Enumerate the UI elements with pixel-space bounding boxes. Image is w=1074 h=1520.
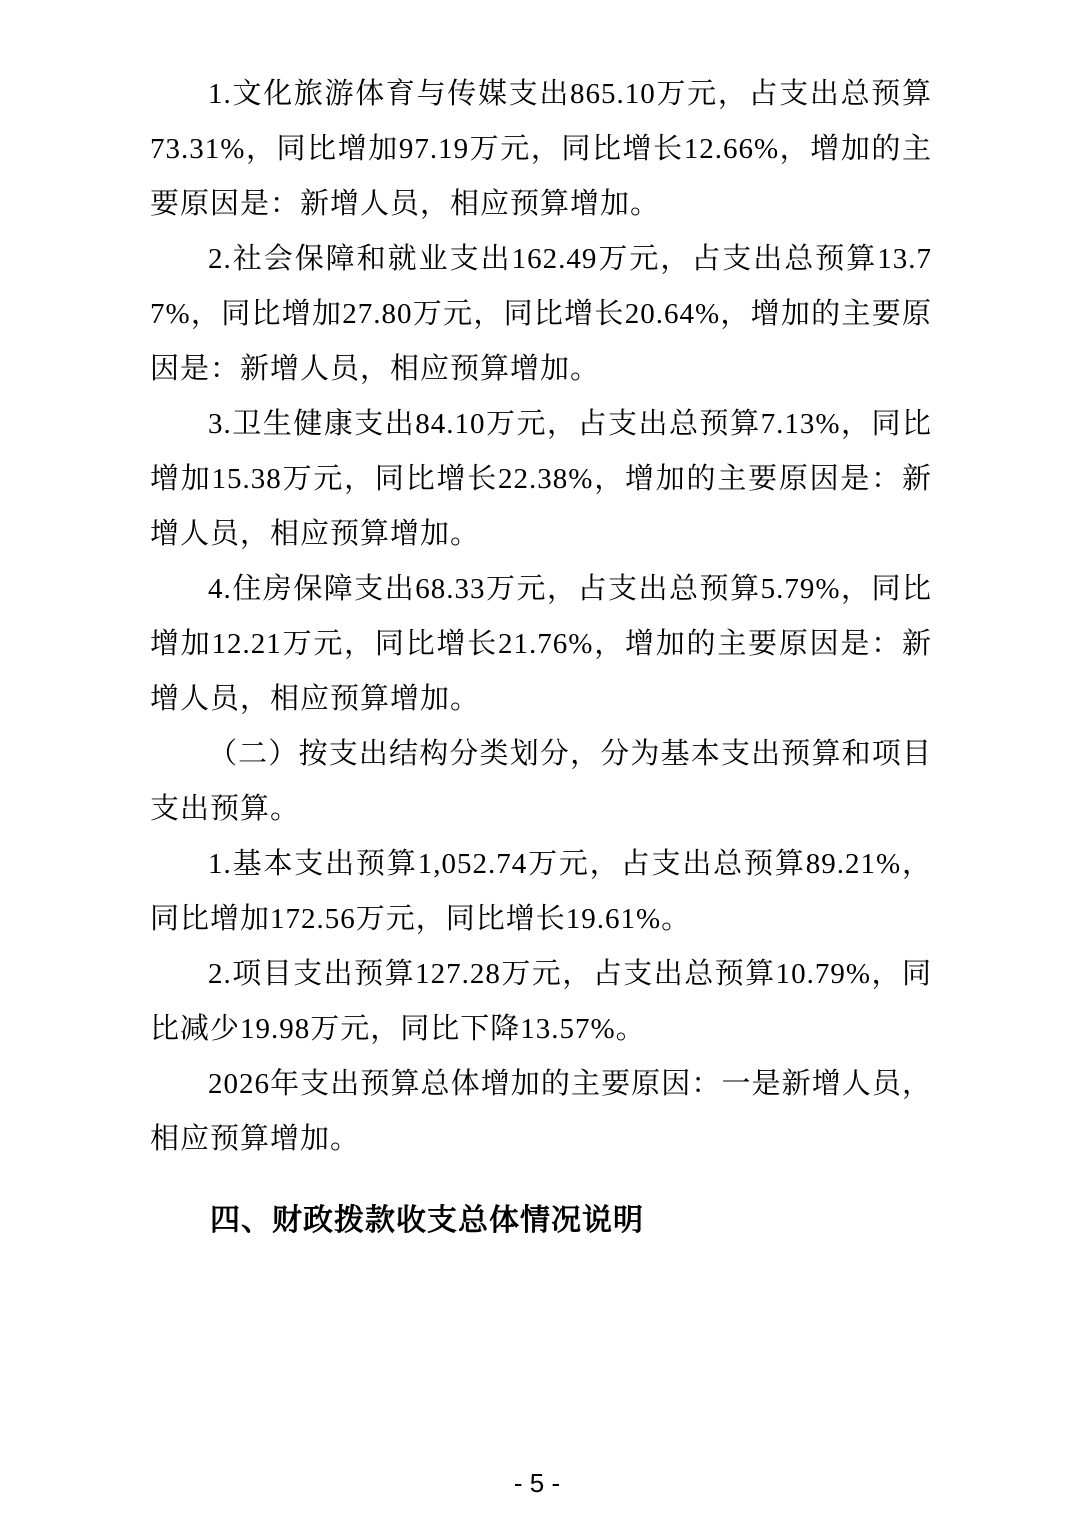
expenditure-structure-intro-paragraph: （二）按支出结构分类划分，分为基本支出预算和项目支出预算。 xyxy=(150,738,932,825)
overall-increase-reason-paragraph: 2026年支出预算总体增加的主要原因：一是新增人员，相应预算增加。 xyxy=(150,1068,932,1155)
expenditure-item-health-paragraph: 3.卫生健康支出84.10万元，占支出总预算7.13%，同比增加15.38万元，同比增长22.38%，增加的主要原因是：新增人员，相应预算增加。 xyxy=(150,408,932,550)
project-expenditure-paragraph: 2.项目支出预算127.28万元，占支出总预算10.79%，同比减少19.98万元，同比下降13.57%。 xyxy=(150,958,932,1045)
expenditure-item-housing-paragraph: 4.住房保障支出68.33万元，占支出总预算5.79%，同比增加12.21万元，同比增长21.76%，增加的主要原因是：新增人员，相应预算增加。 xyxy=(150,573,932,715)
section-heading-fiscal-appropriation: 四、财政拨款收支总体情况说明 xyxy=(210,1204,644,1237)
document-body xyxy=(150,67,932,1248)
page-number: - 5 - xyxy=(513,1468,561,1498)
expenditure-item-social-security-paragraph: 2.社会保障和就业支出162.49万元，占支出总预算13.77%，同比增加27.80万元，同比增长20.64%，增加的主要原因是：新增人员，相应预算增加。 xyxy=(150,243,932,385)
expenditure-item-culture-tourism-paragraph: 1.文化旅游体育与传媒支出865.10万元，占支出总预算73.31%，同比增加97.19万元，同比增长12.66%，增加的主要原因是：新增人员，相应预算增加。 xyxy=(150,78,932,220)
basic-expenditure-paragraph: 1.基本支出预算1,052.74万元，占支出总预算89.21%，同比增加172.56万元，同比增长19.61%。 xyxy=(150,848,932,935)
